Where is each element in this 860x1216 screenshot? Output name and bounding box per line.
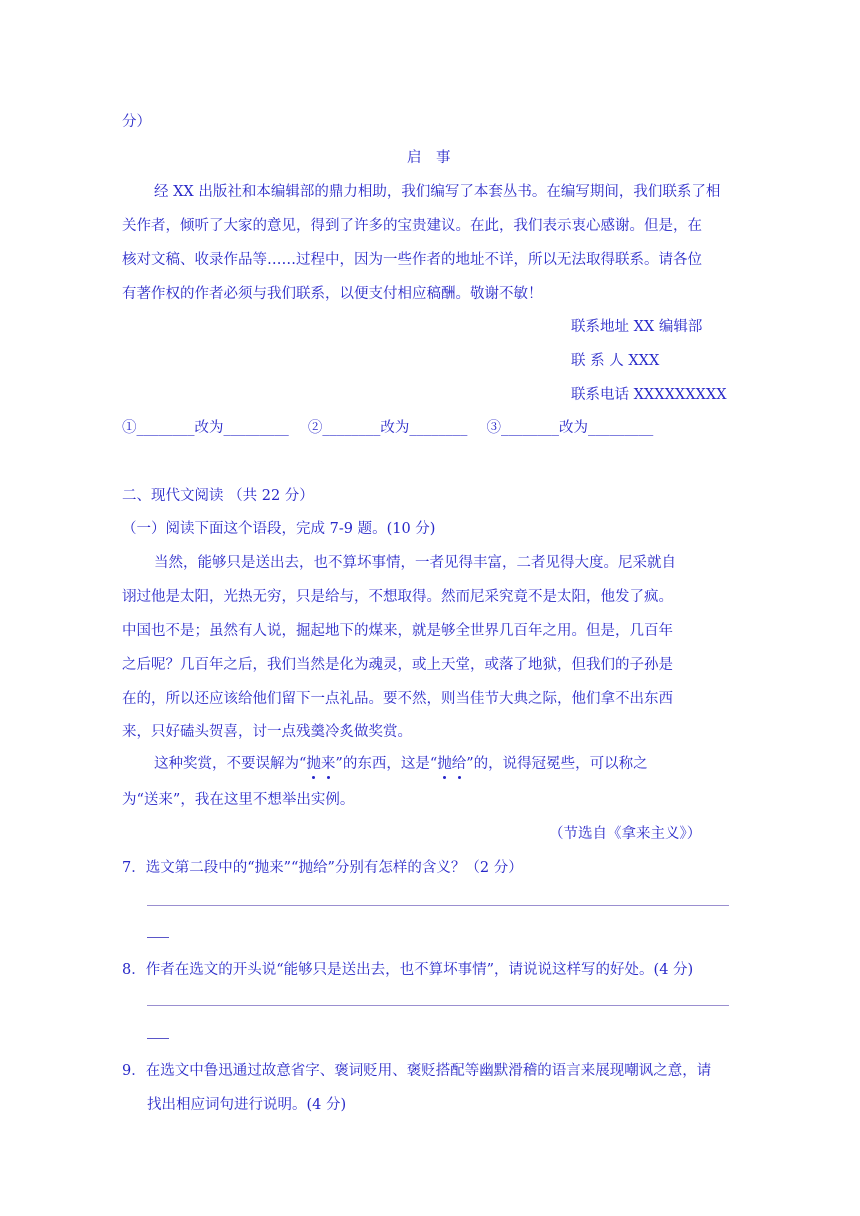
- question-9-line1: 9．在选文中鲁迅通过故意省字、褒词贬用、褒贬搭配等幽默滑稽的语言来展现嘲讽之意，请: [122, 1063, 712, 1079]
- notice-body-line: 经 XX 出版社和本编辑部的鼎力相助，我们编写了本套丛书。在编写期间，我们联系了相: [154, 184, 721, 200]
- subsection1-title: （一）阅读下面这个语段，完成 7-9 题。(10 分): [122, 521, 436, 537]
- source-citation: （节选自《拿来主义》）: [549, 826, 702, 842]
- top-fragment: 分）: [122, 114, 151, 130]
- notice-body-line: 有著作权的作者必须与我们联系，以便支付相应稿酬。敬谢不敏！: [122, 286, 543, 302]
- emphasis-char: 来: [321, 752, 336, 773]
- emphasis-char: 抛: [306, 752, 321, 773]
- answer-line-tail: [147, 1038, 169, 1039]
- emphasis-char: 抛: [437, 752, 452, 773]
- answer-line: [147, 1005, 729, 1006]
- question-8: 8．作者在选文的开头说“能够只是送出去，也不算坏事情”，请说说这样写的好处。(4 分): [122, 962, 694, 978]
- question-7: 7．选文第二段中的“抛来”“抛给”分别有怎样的含义？（2 分）: [122, 860, 523, 876]
- passage-line: 中国也不是；虽然有人说，掘起地下的煤来，就是够全世界几百年之用。但是，几百年: [122, 623, 673, 639]
- passage-line: 当然，能够只是送出去，也不算坏事情，一者见得丰富，二者见得大度。尼采就自: [154, 555, 676, 571]
- notice-body-line: 核对文稿、收录作品等……过程中，因为一些作者的地址不详，所以无法取得联系。请各位: [122, 252, 702, 268]
- section2-title: 二、现代文阅读 （共 22 分）: [122, 488, 314, 504]
- passage-paragraph2-line1: [154, 752, 648, 773]
- emphasized-word-paogei: [437, 756, 466, 772]
- notice-title: 启 事: [407, 150, 451, 166]
- question-9-line2: 找出相应词句进行说明。(4 分): [147, 1097, 347, 1113]
- fill-in-answer-line: ①________改为_________ ②________改为________ ③________改为_________: [122, 420, 654, 436]
- passage-line: 来，只好磕头贺喜，讨一点残羹冷炙做奖赏。: [122, 724, 412, 740]
- answer-line-tail: [147, 937, 169, 938]
- passage-line: 之后呢？几百年之后，我们当然是化为魂灵，或上天堂，或落了地狱，但我们的子孙是: [122, 657, 673, 673]
- emphasis-char: 给: [452, 752, 467, 773]
- notice-body-line: 关作者，倾听了大家的意见，得到了许多的宝贵建议。在此，我们表示衷心感谢。但是，在: [122, 218, 702, 234]
- passage-paragraph2-line2: 为“送来”，我在这里不想举出实例。: [122, 792, 355, 808]
- emphasized-word-paolai: [306, 756, 335, 772]
- para2-text: 这种奖赏，不要误解为“: [154, 756, 307, 772]
- passage-line: 诩过他是太阳，光热无穷，只是给与，不想取得。然而尼采究竟不是太阳，他发了疯。: [122, 589, 673, 605]
- answer-line: [147, 905, 729, 906]
- passage-line: 在的，所以还应该给他们留下一点礼品。要不然，则当佳节大典之际，他们拿不出东西: [122, 691, 673, 707]
- para2-text: ”的东西，这是“: [335, 756, 438, 772]
- contact-phone: 联系电话 XXXXXXXXX: [571, 387, 727, 403]
- contact-address: 联系地址 XX 编辑部: [571, 319, 703, 335]
- contact-person: 联 系 人 XXX: [571, 353, 660, 369]
- para2-text: ”的，说得冠冕些，可以称之: [466, 756, 648, 772]
